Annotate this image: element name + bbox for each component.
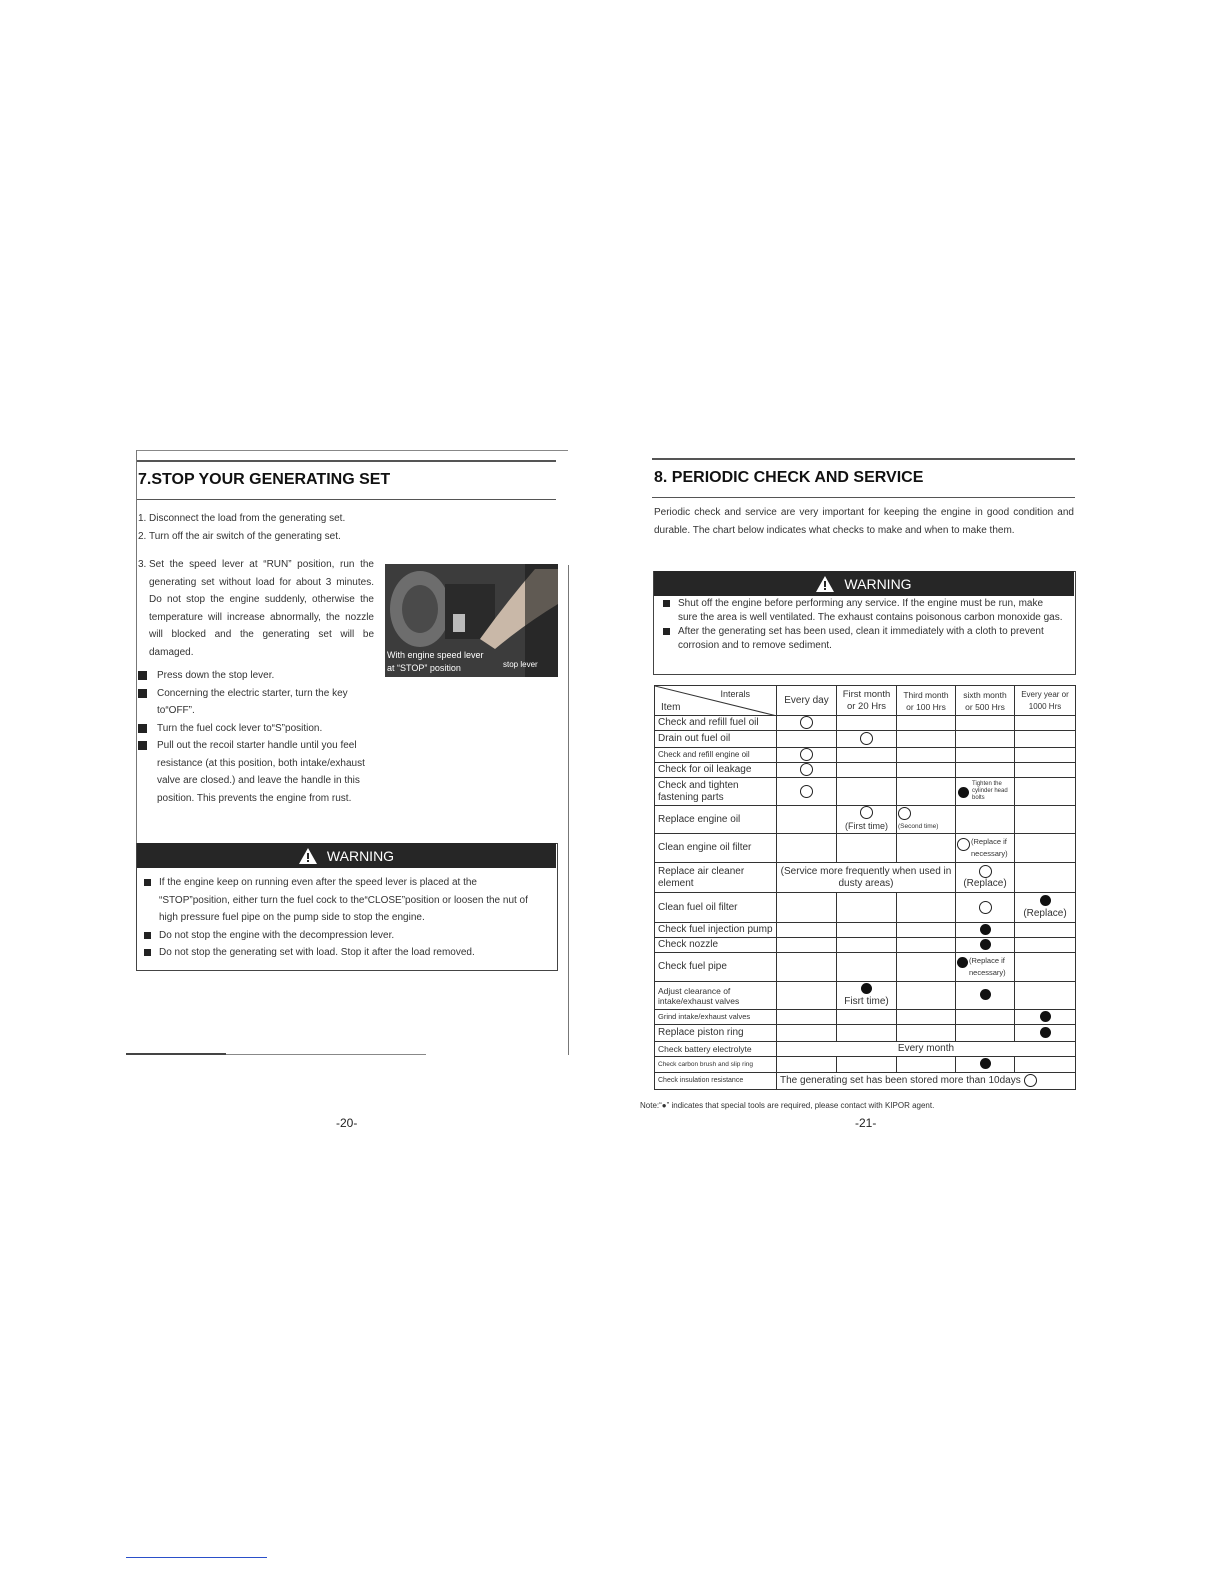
check-circle-icon	[860, 806, 873, 819]
page-title: 7.STOP YOUR GENERATING SET	[138, 471, 391, 488]
photo-caption-1: With engine speed lever	[387, 650, 484, 660]
right-warning-bar: WARNING	[654, 571, 1074, 596]
table-row: Check fuel pipe (Replace if necessary)	[655, 953, 1076, 982]
page-number: -21-	[855, 1116, 877, 1130]
table-row: Check nozzle	[655, 938, 1076, 953]
warning-item: Do not stop the generating set with load. Stop it after the load removed.	[144, 944, 548, 962]
right-warning-list	[663, 597, 1065, 653]
column-header: First month or 20 Hrs	[837, 686, 897, 716]
warning-item: After the generating set has been used, clean it immediately with a cloth to prevent corrosion and to remove sediment.	[663, 625, 1065, 653]
check-circle-icon	[800, 785, 813, 798]
step-item: 1. Disconnect the load from the generating set.	[138, 513, 346, 524]
bullet-square-icon	[138, 671, 147, 680]
step-item: 3. Set the speed lever at “RUN” position, run the generating set without load for about 3 minutes. Do not stop the engine suddenly, otherwise the temperature will increase abnormally, the nozzle will blocked and the generating set will be damaged.	[138, 559, 374, 658]
check-circle-icon	[860, 732, 873, 745]
bullet-square-icon	[663, 600, 670, 607]
special-tool-dot-icon	[958, 787, 969, 798]
special-tool-dot-icon	[861, 983, 872, 994]
special-tool-dot-icon	[1040, 895, 1051, 906]
special-tool-dot-icon	[957, 957, 968, 968]
table-row: Check carbon brush and slip ring	[655, 1057, 1076, 1073]
photo-caption-2: at “STOP” position	[387, 663, 461, 673]
table-row: Adjust clearance of intake/exhaust valves Fisrt time)	[655, 982, 1076, 1010]
column-header: Every year or 1000 Hrs	[1015, 686, 1076, 716]
page-number: -20-	[336, 1116, 358, 1130]
check-circle-icon	[800, 763, 813, 776]
special-tool-dot-icon	[980, 939, 991, 950]
table-row: Replace piston ring	[655, 1025, 1076, 1042]
special-tool-dot-icon	[1040, 1011, 1051, 1022]
bullet-square-icon	[138, 724, 147, 733]
table-row: Replace engine oil (First time) (Second time)	[655, 806, 1076, 834]
left-warning-list	[144, 874, 548, 962]
check-circle-icon	[1024, 1074, 1037, 1087]
special-tool-dot-icon	[980, 924, 991, 935]
column-header: Every day	[777, 686, 837, 716]
left-header-rule-top	[136, 460, 556, 462]
table-row: Clean engine oil filter (Replace if necessary)	[655, 834, 1076, 863]
warning-triangle-icon	[816, 576, 834, 592]
table-footnote: Note:“●” indicates that special tools are required, please contact with KIPOR agent.	[640, 1101, 935, 1110]
check-circle-icon	[979, 901, 992, 914]
bullet-item: Pull out the recoil starter handle until you feel resistance (at this position, both intake/exhaust valve are closed.) and leave the handle in this position. This prevents the engine from rust.	[138, 737, 380, 807]
left-right-rule	[568, 565, 569, 1055]
table-row: Drain out fuel oil	[655, 731, 1076, 748]
check-circle-icon	[979, 865, 992, 878]
left-warning-bar: WARNING	[137, 843, 556, 868]
special-tool-dot-icon	[980, 989, 991, 1000]
bullet-square-icon	[138, 689, 147, 698]
column-header: sixth month or 500 Hrs	[956, 686, 1015, 716]
table-row: Check and refill engine oil	[655, 748, 1076, 763]
intro-paragraph: Periodic check and service are very important for keeping the engine in good condition and durable. The chart below indicates what checks to make and when to make them.	[654, 507, 1074, 536]
bullet-square-icon	[144, 879, 151, 886]
table-row: Check and tighten fastening parts Tighten the cylinder head bolts	[655, 778, 1076, 806]
left-top-rule	[136, 450, 568, 451]
left-header-rule-bottom	[136, 499, 556, 500]
special-tool-dot-icon	[1040, 1027, 1051, 1038]
bullet-square-icon	[663, 628, 670, 635]
stop-bullets	[138, 667, 380, 807]
photo-label: stop lever	[503, 660, 538, 669]
table-row: Check and refill fuel oil	[655, 716, 1076, 731]
table-row: Replace air cleaner element (Service more frequently when used in dusty areas) (Replace)	[655, 863, 1076, 893]
check-circle-icon	[898, 807, 911, 820]
check-circle-icon	[800, 716, 813, 729]
bullet-item: Press down the stop lever.	[138, 667, 380, 685]
service-schedule-table	[654, 685, 1076, 1090]
stop-lever-photo	[385, 564, 558, 677]
table-row: Check fuel injection pump	[655, 923, 1076, 938]
warning-item: If the engine keep on running even after the speed lever is placed at the “STOP”position, either turn the fuel cock to the“CLOSE”position or loosen the nut of high pressure fuel pipe on the pump side to stop the engine.	[144, 874, 548, 927]
corner-cell: Interals Item	[655, 686, 777, 716]
column-header: Third month or 100 Hrs	[897, 686, 956, 716]
bullet-item: Concerning the electric starter, turn the key to“OFF”.	[138, 685, 380, 720]
warning-item: Shut off the engine before performing any service. If the engine must be run, make sure the area is well ventilated. The exhaust contains poisonous carbon monoxide gas.	[663, 597, 1065, 625]
left-bottom-rule-dark	[126, 1053, 226, 1055]
table-header-row	[655, 686, 1076, 716]
check-circle-icon	[800, 748, 813, 761]
table-row: Grind intake/exhaust valves	[655, 1010, 1076, 1025]
table-row: Check battery electrolyte Every month	[655, 1042, 1076, 1057]
warning-triangle-icon	[299, 848, 317, 864]
right-header-rule-bottom	[652, 497, 1075, 498]
right-header-rule-top	[652, 458, 1075, 460]
bullet-square-icon	[144, 932, 151, 939]
bullet-item: Turn the fuel cock lever to“S”position.	[138, 720, 380, 738]
check-circle-icon	[957, 838, 970, 851]
bullet-square-icon	[144, 949, 151, 956]
table-row: Check for oil leakage	[655, 763, 1076, 778]
table-row: Check insulation resistance The generating set has been stored more than 10days	[655, 1073, 1076, 1090]
bullet-square-icon	[138, 741, 147, 750]
step-item: 2. Turn off the air switch of the generating set.	[138, 530, 341, 542]
steps-list	[138, 510, 378, 545]
footer-link-rule	[126, 1557, 267, 1558]
page-title: 8. PERIODIC CHECK AND SERVICE	[654, 469, 924, 486]
warning-item: Do not stop the engine with the decompression lever.	[144, 927, 548, 945]
table-row: Clean fuel oil filter (Replace)	[655, 893, 1076, 923]
special-tool-dot-icon	[980, 1058, 991, 1069]
steps-list-3	[138, 556, 374, 661]
